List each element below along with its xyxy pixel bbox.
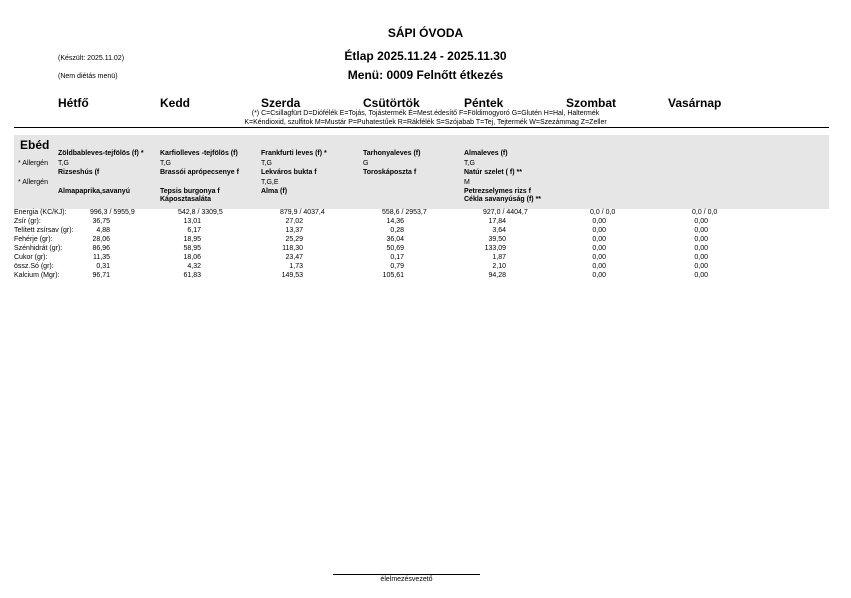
- meal-dish: Káposztasaláta: [160, 196, 211, 203]
- nutrient-value: 105,61: [382, 272, 404, 279]
- meal-dish: Karfiolleves -tejfölös (f): [160, 150, 238, 157]
- meal-dish: Almaleves (f): [464, 150, 508, 157]
- nutrient-value: 39,50: [488, 236, 506, 243]
- nutrition-label: Szénhidrát (gr):: [14, 245, 63, 252]
- nutrition-label: Cukor (gr):: [14, 254, 48, 261]
- energy-value: 0,0 / 0,0: [590, 209, 616, 216]
- signature-line: [333, 574, 480, 575]
- meal-dish: Toroskáposzta f: [363, 169, 417, 176]
- allergen-label: * Allergén: [18, 179, 48, 186]
- nutrient-value: 13,01: [183, 218, 201, 225]
- nutrient-value: 28,06: [92, 236, 110, 243]
- nutrient-value: 58,95: [183, 245, 201, 252]
- nutrition-label: Telített zsírsav (gr):: [14, 227, 74, 234]
- nutrient-value: 2,10: [492, 263, 506, 270]
- meal-dish: Natúr szelet ( f) **: [464, 169, 522, 176]
- meal-dish: Cékla savanyúság (f) **: [464, 196, 542, 203]
- menu-date-range: Étlap 2025.11.24 - 2025.11.30: [344, 49, 507, 63]
- day-friday: Péntek: [464, 96, 504, 110]
- nutrient-value: 0,79: [390, 263, 404, 270]
- nutrient-value: 27,02: [285, 218, 303, 225]
- meal-dish: Lekváros bukta f: [261, 169, 317, 176]
- meal-dish: Frankfurti leves (f) *: [261, 150, 327, 157]
- meal-dish: Petrezselymes rizs f: [464, 188, 531, 195]
- nutrient-value: 36,04: [386, 236, 404, 243]
- nutrient-value: 18,95: [183, 236, 201, 243]
- nutrient-value: 94,28: [488, 272, 506, 279]
- nutrient-value: 4,32: [187, 263, 201, 270]
- meal-allergen: T,G: [160, 160, 171, 167]
- nutrient-value: 17,84: [488, 218, 506, 225]
- nutrient-value: 0,00: [592, 227, 606, 234]
- nutrient-value: 0,00: [592, 272, 606, 279]
- nutrient-value: 25,29: [285, 236, 303, 243]
- nutrient-value: 86,96: [92, 245, 110, 252]
- day-tuesday: Kedd: [160, 96, 190, 110]
- meal-dish: Zöldbableves-tejfölös (f) *: [58, 150, 144, 157]
- meal-dish: Tarhonyaleves (f): [363, 150, 421, 157]
- nutrient-value: 0,00: [592, 263, 606, 270]
- day-sunday: Vasárnap: [668, 96, 722, 110]
- allergen-label: * Allergén: [18, 160, 48, 167]
- nutrition-label: össz.Só (gr):: [14, 263, 54, 270]
- lunch-band: [14, 135, 829, 209]
- nutrient-value: 4,88: [96, 227, 110, 234]
- signature-label: élelmezésvezető: [380, 576, 433, 583]
- nutrient-value: 0,00: [694, 272, 708, 279]
- nutrient-value: 0,00: [694, 218, 708, 225]
- non-diet-note: (Nem diétás menü): [58, 73, 118, 80]
- nutrient-value: 18,06: [183, 254, 201, 261]
- nutrient-value: 14,36: [386, 218, 404, 225]
- meal-dish: Tepsis burgonya f: [160, 188, 220, 195]
- nutrient-value: 0,00: [694, 245, 708, 252]
- nutrient-value: 13,37: [285, 227, 303, 234]
- nutrient-value: 0,00: [592, 254, 606, 261]
- header-divider: [14, 127, 829, 128]
- energy-value: 879,9 / 4037,4: [280, 209, 325, 216]
- created-date: (Készült: 2025.11.02): [58, 55, 125, 62]
- nutrition-label: Fehérje (gr):: [14, 236, 53, 243]
- menu-title: Menü: 0009 Felnőtt étkezés: [347, 68, 504, 82]
- nutrient-value: 96,71: [92, 272, 110, 279]
- meal-dish: Brassói aprópecsenye f: [160, 169, 239, 176]
- nutrient-value: 0,00: [694, 236, 708, 243]
- nutrient-value: 3,64: [492, 227, 506, 234]
- nutrient-value: 0,00: [592, 218, 606, 225]
- nutrient-value: 50,69: [386, 245, 404, 252]
- meal-dish: Rizseshús (f: [58, 169, 100, 176]
- allergen-legend-line2: K=Kéndioxid, szulfitok M=Mustár P=Puhatestűek R=Rákfélék S=Szójabab T=Tej, Tejtermék W=Szezámmag Z=Zeller: [244, 119, 607, 126]
- nutrient-value: 0,00: [694, 263, 708, 270]
- energy-value: 927,0 / 4404,7: [483, 209, 528, 216]
- nutrient-value: 0,00: [694, 254, 708, 261]
- nutrient-value: 0,00: [592, 236, 606, 243]
- day-monday: Hétfő: [58, 96, 89, 110]
- meal-allergen: M: [464, 179, 470, 186]
- energy-value: 996,3 / 5955,9: [90, 209, 135, 216]
- meal-allergen: T,G: [261, 160, 272, 167]
- nutrient-value: 0,00: [592, 245, 606, 252]
- nutrient-value: 23,47: [285, 254, 303, 261]
- meal-dish: Almapaprika,savanyú: [58, 188, 130, 195]
- nutrient-value: 1,87: [492, 254, 506, 261]
- nutrient-value: 0,28: [390, 227, 404, 234]
- meal-allergen: G: [363, 160, 369, 167]
- school-name: SÁPI ÓVODA: [387, 26, 464, 40]
- nutrition-label: Kalcium (Mgr):: [14, 272, 60, 279]
- meal-allergen: T,G,E: [261, 179, 279, 186]
- nutrient-value: 0,17: [390, 254, 404, 261]
- energy-value: 542,8 / 3309,5: [178, 209, 223, 216]
- nutrition-label: Zsír (gr):: [14, 218, 41, 225]
- meal-allergen: T,G: [464, 160, 475, 167]
- nutrient-value: 133,09: [484, 245, 506, 252]
- day-thursday: Csütörtök: [363, 96, 420, 110]
- nutrient-value: 61,83: [183, 272, 201, 279]
- nutrient-value: 1,73: [289, 263, 303, 270]
- nutrient-value: 149,53: [281, 272, 303, 279]
- nutrition-label: Energia (KC/KJ):: [14, 209, 67, 216]
- nutrient-value: 11,35: [93, 254, 110, 261]
- nutrient-value: 6,17: [187, 227, 201, 234]
- nutrient-value: 0,31: [96, 263, 110, 270]
- energy-value: 558,6 / 2953,7: [382, 209, 427, 216]
- meal-dish: Alma (f): [261, 188, 288, 195]
- day-wednesday: Szerda: [261, 96, 301, 110]
- section-title-lunch: Ebéd: [20, 138, 50, 152]
- energy-value: 0,0 / 0,0: [692, 209, 718, 216]
- nutrient-value: 118,30: [282, 245, 303, 252]
- day-saturday: Szombat: [566, 96, 617, 110]
- meal-allergen: T,G: [58, 160, 69, 167]
- allergen-legend-line1: (*) C=Csillagfürt D=Diófélék E=Tojás, Tojástermék É=Mest.édesítő F=Földimogyoró G=Glutén H=Hal, Haltermék: [251, 110, 600, 117]
- nutrient-value: 0,00: [694, 227, 708, 234]
- nutrient-value: 36,75: [92, 218, 110, 225]
